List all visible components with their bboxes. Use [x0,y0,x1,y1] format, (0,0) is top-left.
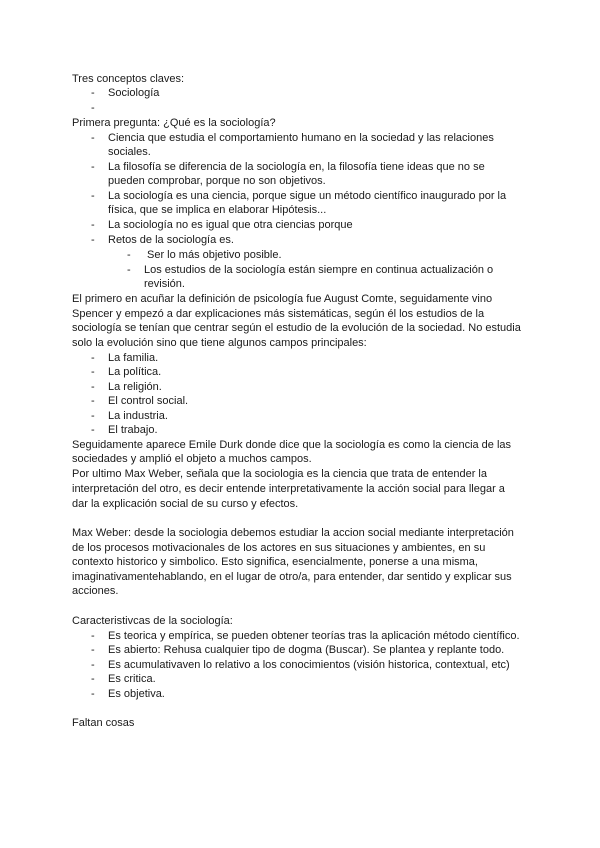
heading-caracteristicas: Caracteristivcas de la sociología: [72,615,233,627]
bullet-dash: - [91,644,95,656]
bullet-dash: - [91,395,95,407]
bullet-dash: - [91,219,95,231]
paragraph-line: Seguidamente aparece Emile Durk donde dice que la sociología es como la ciencia de las [72,439,512,451]
list-item: La política. [108,366,162,378]
list-item: La industria. [108,410,168,422]
list-item: Es abierto: Rehusa cualquier tipo de dogma (Buscar). Se plantea y replante todo. [108,644,505,656]
list-item-continued: física, que se implica en elaborar Hipótesis... [108,204,327,216]
paragraph-line: sociología se tenían que centrar según el estudio de la evolución de la sociedad. No estudia [72,322,521,334]
sub-bullet-dash: - [127,249,131,261]
sub-list-item: Los estudios de la sociología están siempre en continua actualización o [144,264,494,276]
list-item: La sociología es una ciencia, porque sigue un método científico inaugurado por la [108,190,507,202]
list-item-continued: pueden comprobar, porque no son objetivos. [108,175,326,187]
list-item: Ciencia que estudia el comportamiento humano en la sociedad y las relaciones [108,132,494,144]
bullet-dash: - [91,366,95,378]
paragraph-line: de los procesos motivacionales de los actores en sus situaciones y ambientes, en su [72,542,486,554]
paragraph-line: imaginativamentehablando, en el lugar de otro/a, para entender, dar sentido y explicar sus [72,571,512,583]
bullet-dash: - [91,190,95,202]
sub-list-item: Ser lo más objetivo posible. [147,249,282,261]
paragraph-line: dar la explicación social de su curso y efectos. [72,498,299,510]
list-item: La sociología no es igual que otra ciencias porque [108,219,353,231]
list-item: El trabajo. [108,424,158,436]
list-item: Retos de la sociología es. [108,234,234,246]
list-item: Es teorica y empírica, se pueden obtener teorías tras la aplicación método científico. [108,630,520,642]
paragraph-line: Por ultimo Max Weber, señala que la sociologia es la ciencia que trata de entender la [72,468,487,480]
sub-bullet-dash: - [127,264,131,276]
heading-primera-pregunta: Primera pregunta: ¿Qué es la sociología? [72,117,276,129]
paragraph-line: acciones. [72,585,119,597]
closing-note: Faltan cosas [72,717,135,729]
bullet-dash: - [91,381,95,393]
list-item: El control social. [108,395,189,407]
paragraph-line: contexto historico y simbolico. Esto significa, esencialmente, ponerse a una misma, [72,556,478,568]
list-item: Sociología [108,87,160,99]
paragraph-line: interpretación del otro, es decir entende interpretativamente la acción social para llegar a [72,483,505,495]
list-item: Es objetiva. [108,688,165,700]
bullet-dash: - [91,352,95,364]
paragraph-line: Max Weber: desde la sociologia debemos estudiar la accion social mediante interpretación [72,527,514,539]
list-item-continued: sociales. [108,146,151,158]
paragraph-line: Spencer y empezó a dar explicaciones más sistemáticas, según él los estudios de la [72,308,485,320]
sub-list-item-continued: revisión. [144,278,185,290]
list-item: La religión. [108,381,162,393]
bullet-dash: - [91,659,95,671]
bullet-dash: - [91,688,95,700]
bullet-dash: - [91,87,95,99]
heading-tres-conceptos: Tres conceptos claves: [72,73,185,85]
paragraph-line: solo la evolución sino que tiene algunos campos principales: [72,337,367,349]
bullet-dash: - [91,630,95,642]
bullet-dash: - [91,410,95,422]
bullet-dash: - [91,102,95,114]
list-item: La filosofía se diferencia de la sociología en, la filosofía tiene ideas que no se [108,161,485,173]
list-item: Es acumulativaven lo relativo a los conocimientos (visión historica, contextual, etc) [108,659,510,671]
list-item: La familia. [108,352,159,364]
bullet-dash: - [91,132,95,144]
bullet-dash: - [91,234,95,246]
paragraph-line: El primero en acuñar la definición de psicología fue August Comte, seguidamente vino [72,293,493,305]
bullet-dash: - [91,673,95,685]
list-item: Es critica. [108,673,156,685]
bullet-dash: - [91,424,95,436]
paragraph-line: sociedades y amplió el objeto a muchos campos. [72,453,312,465]
bullet-dash: - [91,161,95,173]
